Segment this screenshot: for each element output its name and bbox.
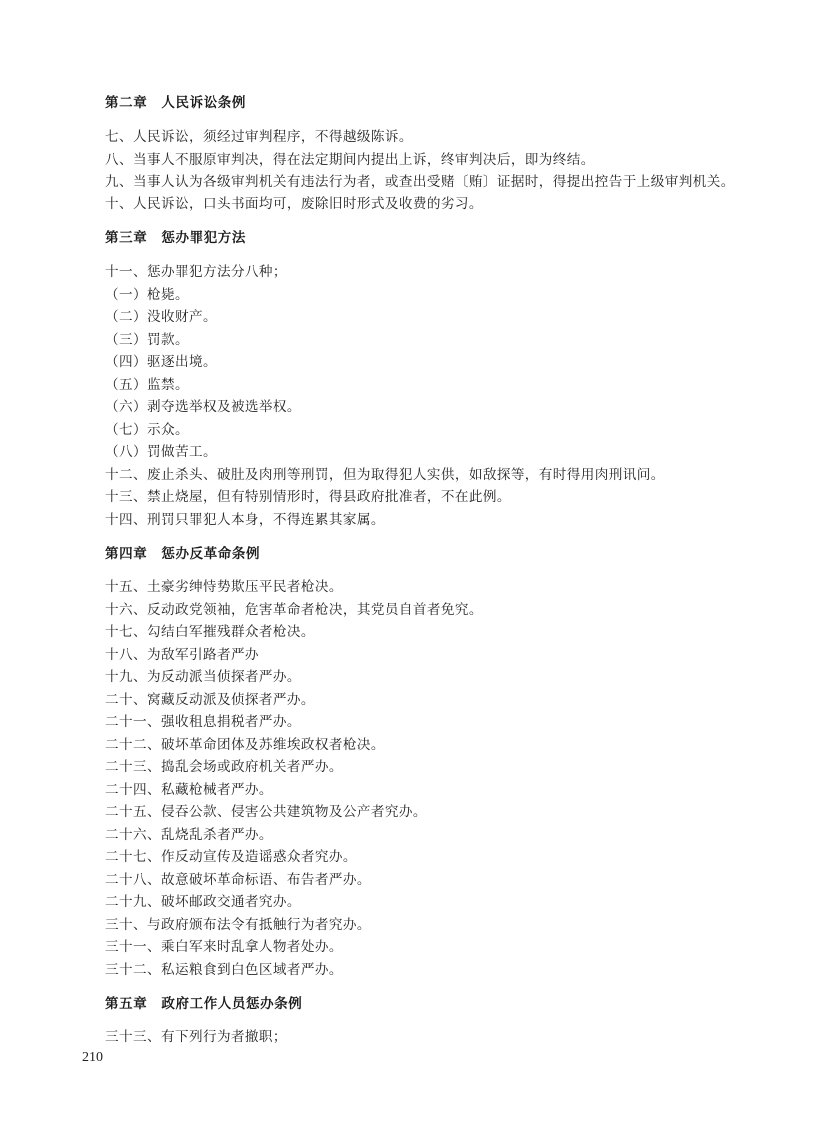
article-line: （四）驱逐出境。 xyxy=(105,354,217,370)
article-line: 七、人民诉讼，须经过审判程序，不得越级陈诉。 xyxy=(105,129,413,145)
article-line: 十四、刑罚只罪犯人本身，不得连累其家属。 xyxy=(105,512,385,528)
article-line: （五）监禁。 xyxy=(105,377,189,393)
article-line: 三十一、乘白军来时乱拿人物者处办。 xyxy=(105,939,343,955)
article-line: 三十三、有下列行为者撤职； xyxy=(105,1029,287,1045)
article-line: 二十二、破坏革命团体及苏维埃政权者枪决。 xyxy=(105,737,385,753)
article-line: （二）没收财产。 xyxy=(105,309,217,325)
article-line: 九、当事人认为各级审判机关有违法行为者，或查出受赌〔贿〕证据时，得提出控告于上级审判机关。 xyxy=(105,174,735,190)
article-line: 十、人民诉讼，口头书面均可，废除旧时形式及收费的劣习。 xyxy=(105,196,483,212)
article-line: （三）罚款。 xyxy=(105,332,189,348)
page-number: 210 xyxy=(82,1050,103,1065)
article-line: 十二、废止杀头、破肚及肉刑等刑罚，但为取得犯人实供，如敌探等，有时得用肉刑讯问。 xyxy=(105,467,665,483)
chapter-heading: 第二章 人民诉讼条例 xyxy=(105,95,246,111)
article-line: 二十三、捣乱会场或政府机关者严办。 xyxy=(105,759,343,775)
article-line: 十一、惩办罪犯方法分八种； xyxy=(105,264,287,280)
chapter-heading: 第三章 惩办罪犯方法 xyxy=(105,230,246,246)
article-line: （六）剥夺选举权及被选举权。 xyxy=(105,399,301,415)
article-line: 三十二、私运粮食到白色区域者严办。 xyxy=(105,962,343,978)
article-line: 十六、反动政党领袖，危害革命者枪决，其党员自首者免究。 xyxy=(105,602,483,618)
article-line: 十八、为敌军引路者严办 xyxy=(105,647,259,663)
article-line: 二十九、破坏邮政交通者究办。 xyxy=(105,894,301,910)
article-line: 二十四、私藏枪械者严办。 xyxy=(105,782,273,798)
article-line: 二十一、强收租息捐税者严办。 xyxy=(105,714,301,730)
article-line: 二十、窝藏反动派及侦探者严办。 xyxy=(105,692,315,708)
article-line: 十七、勾结白军摧残群众者枪决。 xyxy=(105,624,315,640)
article-line: 二十七、作反动宣传及造谣惑众者究办。 xyxy=(105,849,357,865)
article-line: 二十六、乱烧乱杀者严办。 xyxy=(105,827,273,843)
chapter-heading: 第五章 政府工作人员惩办条例 xyxy=(105,996,303,1012)
article-line: （七）示众。 xyxy=(105,422,189,438)
article-line: 二十五、侵吞公款、侵害公共建筑物及公产者究办。 xyxy=(105,804,427,820)
article-line: 八、当事人不服原审判决，得在法定期间内提出上诉，终审判决后，即为终结。 xyxy=(105,152,595,168)
article-line: （一）枪毙。 xyxy=(105,287,189,303)
article-line: 十五、土豪劣绅恃势欺压平民者枪决。 xyxy=(105,579,343,595)
article-line: 十九、为反动派当侦探者严办。 xyxy=(105,669,301,685)
chapter-heading: 第四章 惩办反革命条例 xyxy=(105,546,261,562)
article-line: 三十、与政府颁布法令有抵触行为者究办。 xyxy=(105,917,371,933)
article-line: 二十八、故意破坏革命标语、布告者严办。 xyxy=(105,872,371,888)
article-line: （八）罚做苦工。 xyxy=(105,444,217,460)
article-line: 十三、禁止烧屋，但有特别情形时，得县政府批准者，不在此例。 xyxy=(105,489,511,505)
